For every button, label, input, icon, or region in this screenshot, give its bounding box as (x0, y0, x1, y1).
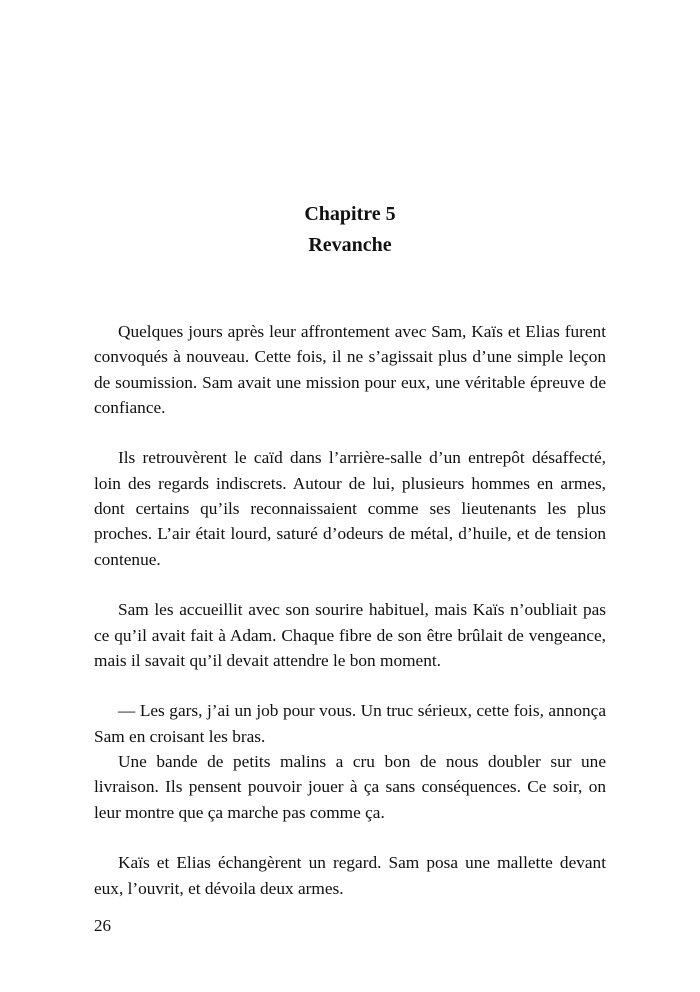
chapter-title: Revanche (308, 234, 392, 256)
paragraph-2: Ils retrouvèrent le caïd dans l’arrière-salle d’un entrepôt désaffecté, loin des regards indiscrets. Autour de lui, plusieurs hommes en armes, dont certains qu’ils reconnaissaient comme ses lieutenants les plus proches. L’air était lourd, saturé d’odeurs de métal, d’huile, et de tension contenue. (94, 448, 606, 569)
dialogue-line: — Les gars, j’ai un job pour vous. Un truc sérieux, cette fois, annonça Sam en croisant les bras. (94, 701, 606, 746)
page-number: 26 (94, 916, 111, 935)
paragraph-5: Kaïs et Elias échangèrent un regard. Sam posa une mallette devant eux, l’ouvrit, et dévoila deux armes. (94, 853, 606, 898)
paragraph-1: Quelques jours après leur affrontement avec Sam, Kaïs et Elias furent convoqués à nouveau. Cette fois, il ne s’agissait plus d’une simple leçon de soumission. Sam avait une mission pour eux, une véritable épreuve de confiance. (94, 322, 606, 417)
chapter-number: Chapitre 5 (304, 203, 396, 225)
paragraph-3: Sam les accueillit avec son sourire habituel, mais Kaïs n’oubliait pas ce qu’il avait fait à Adam. Chaque fibre de son être brûlait de vengeance, mais il savait qu’il devait attendre le bon moment. (94, 600, 606, 670)
paragraph-4: Une bande de petits malins a cru bon de nous doubler sur une livraison. Ils pensent pouvoir jouer à ça sans conséquences. Ce soir, on leur montre que ça marche pas comme ça. (94, 752, 606, 822)
chapter-heading (0, 199, 700, 261)
chapter-body (94, 319, 606, 926)
